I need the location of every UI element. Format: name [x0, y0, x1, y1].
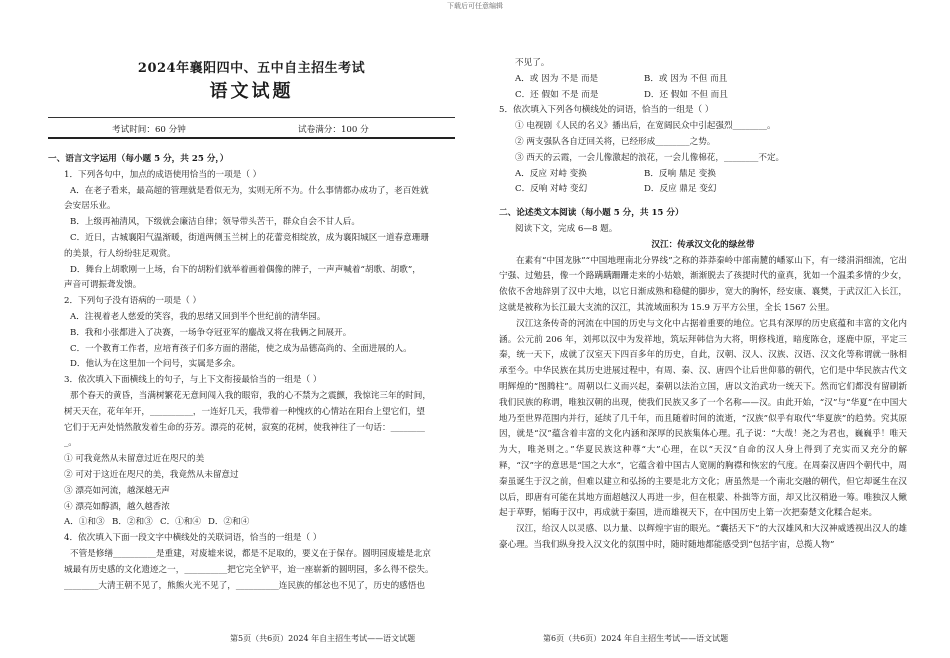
article-paragraph: 在素有“中国龙脉”“中国地理南北分界线”之称的莽莽秦岭中部南麓的嶓冢山下，有一缕涓涓细流，它出宁强、过勉县，像一个路蹒蹒跚跚走来的小姑娘，渐渐脱去了孩提时代的童真，犹如一个温柔多情的少女，依依不舍地辞别了汉中大地，以它日渐成熟和稳健的脚步，宽大的胸怀，经安康、襄樊，于武汉汇入长江，这就是被称为长江最大支流的汉江，其流域面积为 15.9 万平方公里，全长 1567 公里。	[499, 255, 907, 313]
option-line: B．上级再袖清风，下级就会廉洁自律；领导带头苦干，群众自会不甘人后。	[70, 217, 360, 228]
option-line: ③ 漂亮如河流，越深越无声	[64, 485, 170, 496]
option-line: C．近日，古城襄阳气温渐暖，街道两侧玉兰树上的花蕾竞相绽放，成为襄阳城区一道春意珊珊	[70, 232, 429, 243]
option-line: D．他认为在这里加一个问号，实属是多余。	[70, 359, 241, 370]
choice-row	[499, 88, 907, 104]
page-6-column	[499, 0, 907, 658]
option-line: 会安居乐业。	[64, 201, 116, 212]
question-stem: 4．依次填入下面一段文字中横线处的关联词语，恰当的一组是（ ）	[64, 533, 322, 544]
page-5-column	[48, 0, 455, 658]
option-line: D．舞台上胡歌刚一上场，台下的胡粉们就举着画着偶像的牌子，一声声喊着“胡歌、胡歌”，	[70, 264, 421, 275]
choice-d: D．还 假如 不但 而且	[644, 89, 728, 100]
page-footer-left: 第5页（共6页）2024 年自主招生考试——语文试题	[230, 634, 416, 643]
left-body	[48, 152, 455, 594]
exam-title: 2024年襄阳四中、五中自主招生考试	[137, 61, 366, 76]
question-stem: 3．依次填入下面横线上的句子，与上下文衔接最恰当的一组是（ ）	[64, 375, 322, 386]
article-paragraph: 汉江，给汉人以灵感、以力量、以辉煌宇宙的眼光。“囊括天下”的大汉雄风和大汉神威透视出汉人的雄豪心理。当我们纵身投入汉文化的氛围中时，随时随地都能感受到“包括宇宙，总揽人物”	[499, 524, 907, 550]
option-line: B．我和小张都进入了决赛，一场争夺冠亚军的鏖战又将在我俩之间展开。	[70, 327, 352, 338]
passage-line: _。	[64, 438, 77, 449]
exam-time: 考试时间：60 分钟	[112, 125, 186, 135]
option-line: ② 两支强队各自迂回关将，已经形成________之势。	[515, 136, 716, 147]
passage-line: 城最有历史感的文化遗迹之一，__________把它完全铲平，迨一座崭新的圆明园，多么得不偿失。	[64, 564, 434, 575]
choice-d: D．反应 鼎足 变幻	[644, 184, 717, 195]
passage-line: 不见了。	[515, 58, 550, 68]
reading-instructions: 阅读下文，完成 6—8 题。	[515, 223, 618, 234]
article-paragraph: 汉江这条传奇的河流在中国的历史与文化中占据着重要的地位。它具有深厚的历史底蕴和丰富的文化内涵。公元前 206 年，刘邦以汉中为发祥地，筑坛拜韩信为大将，明修栈道，暗度陈仓，逐鹿中原，平定三秦，统一天下，成就了汉室天下四百多年的历史，自此，汉朝、汉人、汉族、汉语、汉文化等称谓就一脉相承至今。中华民族在其历史进展过程中，有周、秦、汉、唐四个让后世仰慕的朝代，它们是中华民族古代文明辉煌的“图腾柱”。周朝以仁义而兴起，秦朝以法治立国，唐以文治武功一统天下。然而它们都没有留刷新我们民族的称谓，唯独汉朝的出现，使我们民族又多了一个名称——汉。由此开始，“汉”与“华夏”在中国大地乃至世界范围内并行，延续了几千年，而且随着时间的流逝，“汉族”似乎有取代“华夏族”的趋势。究其原因，就是“汉”蕴含着丰富的文化内涵和深厚的民族集体心理。孔子说：“大哉！尧之为君也，巍巍乎！唯天为大，唯尧则之。”华夏民族这种尊“大”心理，在以“天汉”自命的汉人身上得到了充实而又充分的解释，“汉”字的意思是“国之大水”，它蕴含着中国古人宽厕的胸襟和恢宏的气度。在周秦汉唐四个朝代中，周秦虽诞生于汉之前，但难以建立和弘扬的主要是北方文化；唐虽然是一个南北交融的朝代，但它却诞生在汉以后，即唐有可能在其地方面超越汉人再进一步，但在根蒙、朴拙等方面，却又比汉稍逊一筹。唯独汉人鳅起于草野，韬晦于汉中，再成就于秦国，进而雄视天下，在中国历史上第一次把秦楚文化糅合起来。	[499, 318, 907, 519]
choice-c: C．还 假如 不是 而是	[515, 89, 599, 100]
passage-line: 树天天在，花年年开，__________，一连好几天，我带着一种愧疚的心情站在阳台上望它们，望	[64, 406, 425, 417]
section-heading: 二、论述类文本阅读（每小题 5 分，共 15 分）	[499, 208, 684, 219]
question-stem: 2．下列句子没有语病的一项是（ ）	[64, 296, 202, 307]
option-line: ④ 漂亮如醇酒，越久越香浓	[64, 501, 170, 512]
passage-line: ________大清王朝不见了，熊熊火光不见了，__________连民族的郁忿也不见了，历史的感悟也	[64, 580, 425, 591]
exam-score: 试卷满分：100 分	[298, 125, 369, 135]
article-title: 汉江：传承汉文化的绿丝带	[651, 239, 755, 250]
option-line: 声音可谓振聋发馈。	[64, 280, 142, 291]
question-stem: 1．下列各句中，加点的成语使用恰当的一项是（ ）	[64, 169, 262, 180]
choice-a: A．反应 对峙 变换	[515, 168, 587, 179]
choice-b: B．②和③	[112, 517, 153, 528]
question-stem: 5．依次填入下列各句横线处的词语，恰当的一组是（ ）	[499, 105, 714, 116]
header-divider-thick	[48, 137, 455, 139]
passage-line: 不管是修缮__________是重建，对废墟来说，都是不足取的，要义在于保存。圆明园废墟是北京	[70, 548, 431, 559]
option-line: 的美景，行人纷纷驻足观赏。	[64, 248, 176, 259]
page-footer-right: 第6页（共6页）2024 年自主招生考试——语文试题	[543, 634, 729, 643]
option-line: A．在老子看来，最高超的管理就是看似无为，实则无所不为。什么事情都办成功了，老百姓就	[70, 185, 429, 196]
choice-c: C．①和④	[160, 517, 201, 528]
choice-row	[499, 167, 907, 183]
exam-subject: 语文试题	[209, 81, 294, 102]
section-heading: 一、语言文字运用（每小题 5 分，共 25 分，）	[48, 154, 229, 164]
choice-c: C．反响 对峙 变幻	[515, 184, 588, 195]
choice-a: A．或 因为 不是 而是	[515, 73, 599, 84]
choice-row	[499, 182, 907, 198]
choice-b: B．反响 鼎足 变换	[644, 168, 716, 179]
option-line: ③ 西天的云霞，一会儿像激起的浪花，一会儿像棉花，________不定。	[515, 152, 785, 163]
passage-line: 那个春天的黄昏，当满树繁花无意间闯入我的眼帘，我的心不禁为之震颤，我惊诧三年的时间，	[70, 390, 431, 401]
choice-d: D．②和④	[208, 517, 250, 528]
watermark-text: 下载后可任意编辑	[447, 2, 503, 10]
option-line: A．注视着老人慈爱的笑容，我的思绪又回到半个世纪前的清华园。	[70, 311, 326, 322]
header-divider-thin	[48, 117, 455, 118]
choice-row	[48, 515, 455, 531]
choice-a: A．①和③	[64, 517, 105, 528]
right-body	[499, 56, 907, 554]
passage-line: 它们于无声处悄然散发着生命的芬芳。漂亮的花树，寂寞的花树，使我神往了一句话：________	[64, 422, 425, 433]
option-line: ② 可对于这近在咫尺的美，我竟然从未留意过	[64, 469, 239, 480]
choice-b: B．或 因为 不但 而且	[644, 73, 728, 84]
option-line: C．一个教育工作者，应培育孩子们多方面的潜能，使之成为品德高尚的、全面进展的人。	[70, 343, 412, 354]
option-line: ① 可我竟然从未留意过近在咫尺的美	[64, 454, 205, 465]
option-line: ① 电视剧《人民的名义》播出后，在宽阔民众中引起强烈________。	[515, 121, 776, 132]
choice-row	[499, 72, 907, 88]
